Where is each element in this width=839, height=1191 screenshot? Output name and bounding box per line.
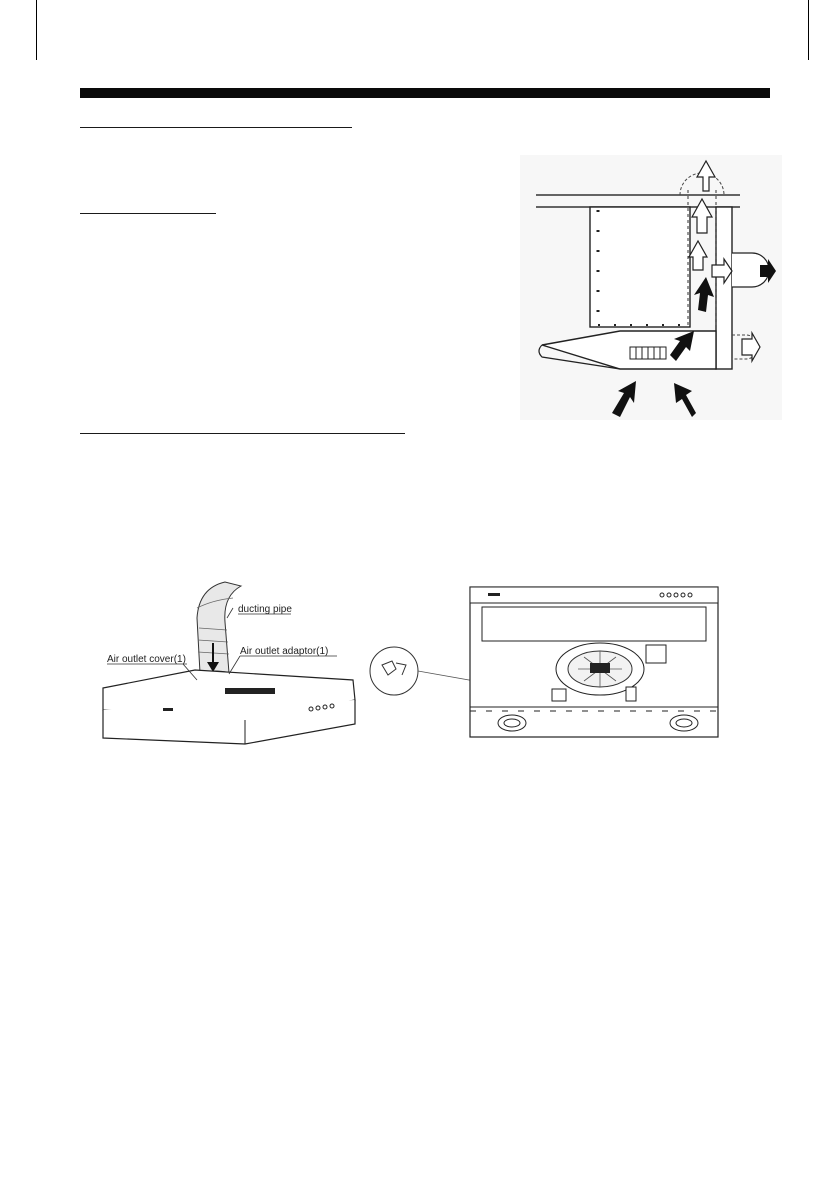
section-heading-3-underline xyxy=(80,433,405,434)
label-air-outlet-adaptor: Air outlet adaptor(1) xyxy=(240,646,329,657)
label-air-outlet-cover: Air outlet cover(1) xyxy=(107,654,186,665)
section-heading-1-underline xyxy=(80,127,352,128)
hood-installation-figure xyxy=(95,578,365,746)
crop-mark-left xyxy=(36,0,37,60)
section-header-bar xyxy=(80,88,770,98)
label-ducting-pipe: ducting pipe xyxy=(238,604,292,615)
section-heading-2-underline xyxy=(80,213,216,214)
airflow-diagram xyxy=(520,155,782,420)
crop-mark-right xyxy=(808,0,809,60)
hood-interior-figure xyxy=(366,585,730,740)
